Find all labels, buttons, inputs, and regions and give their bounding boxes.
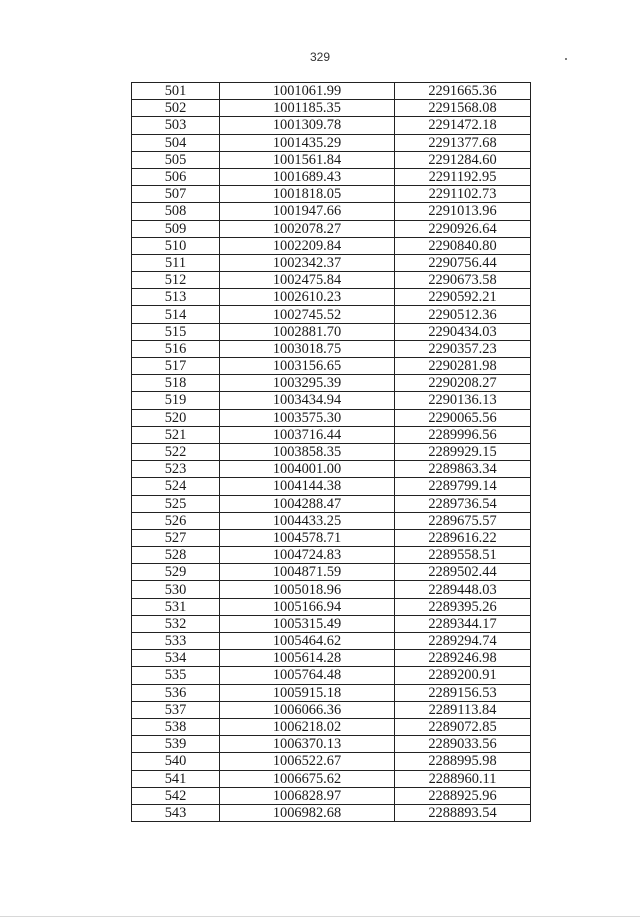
point-number-cell: 521 bbox=[132, 426, 220, 443]
table-row bbox=[132, 478, 531, 495]
x-coordinate-cell: 1001689.43 bbox=[220, 168, 395, 185]
y-coordinate-cell: 2290756.44 bbox=[395, 254, 531, 271]
point-number-cell: 527 bbox=[132, 529, 220, 546]
x-coordinate-cell: 1003716.44 bbox=[220, 426, 395, 443]
point-number-cell: 513 bbox=[132, 289, 220, 306]
table-row bbox=[132, 358, 531, 375]
x-coordinate-cell: 1004001.00 bbox=[220, 461, 395, 478]
y-coordinate-cell: 2291377.68 bbox=[395, 134, 531, 151]
x-coordinate-cell: 1003575.30 bbox=[220, 409, 395, 426]
y-coordinate-cell: 2289929.15 bbox=[395, 443, 531, 460]
table-row bbox=[132, 615, 531, 632]
page-bottom-edge bbox=[0, 916, 640, 917]
point-number-cell: 514 bbox=[132, 306, 220, 323]
y-coordinate-cell: 2289072.85 bbox=[395, 718, 531, 735]
table-row bbox=[132, 581, 531, 598]
table-row bbox=[132, 667, 531, 684]
y-coordinate-cell: 2289033.56 bbox=[395, 736, 531, 753]
point-number-cell: 525 bbox=[132, 495, 220, 512]
y-coordinate-cell: 2291472.18 bbox=[395, 117, 531, 134]
x-coordinate-cell: 1004724.83 bbox=[220, 547, 395, 564]
y-coordinate-cell: 2288893.54 bbox=[395, 804, 531, 821]
table-row bbox=[132, 736, 531, 753]
point-number-cell: 508 bbox=[132, 203, 220, 220]
table-row bbox=[132, 633, 531, 650]
x-coordinate-cell: 1006066.36 bbox=[220, 701, 395, 718]
table-row bbox=[132, 512, 531, 529]
y-coordinate-cell: 2290136.13 bbox=[395, 392, 531, 409]
y-coordinate-cell: 2288995.98 bbox=[395, 753, 531, 770]
table-row bbox=[132, 134, 531, 151]
point-number-cell: 536 bbox=[132, 684, 220, 701]
x-coordinate-cell: 1005614.28 bbox=[220, 650, 395, 667]
table-row bbox=[132, 237, 531, 254]
y-coordinate-cell: 2289558.51 bbox=[395, 547, 531, 564]
y-coordinate-cell: 2289863.34 bbox=[395, 461, 531, 478]
x-coordinate-cell: 1005018.96 bbox=[220, 581, 395, 598]
table-row bbox=[132, 529, 531, 546]
x-coordinate-cell: 1003434.94 bbox=[220, 392, 395, 409]
point-number-cell: 528 bbox=[132, 547, 220, 564]
x-coordinate-cell: 1003156.65 bbox=[220, 358, 395, 375]
point-number-cell: 538 bbox=[132, 718, 220, 735]
coordinate-table-body bbox=[132, 83, 531, 822]
table-row bbox=[132, 564, 531, 581]
point-number-cell: 519 bbox=[132, 392, 220, 409]
y-coordinate-cell: 2290926.64 bbox=[395, 220, 531, 237]
table-row bbox=[132, 753, 531, 770]
table-row bbox=[132, 684, 531, 701]
y-coordinate-cell: 2290592.21 bbox=[395, 289, 531, 306]
point-number-cell: 505 bbox=[132, 151, 220, 168]
y-coordinate-cell: 2289675.57 bbox=[395, 512, 531, 529]
x-coordinate-cell: 1006982.68 bbox=[220, 804, 395, 821]
table-row bbox=[132, 650, 531, 667]
y-coordinate-cell: 2291284.60 bbox=[395, 151, 531, 168]
x-coordinate-cell: 1001309.78 bbox=[220, 117, 395, 134]
point-number-cell: 502 bbox=[132, 100, 220, 117]
x-coordinate-cell: 1002745.52 bbox=[220, 306, 395, 323]
point-number-cell: 524 bbox=[132, 478, 220, 495]
y-coordinate-cell: 2290434.03 bbox=[395, 323, 531, 340]
x-coordinate-cell: 1004871.59 bbox=[220, 564, 395, 581]
point-number-cell: 504 bbox=[132, 134, 220, 151]
y-coordinate-cell: 2290281.98 bbox=[395, 358, 531, 375]
table-row bbox=[132, 461, 531, 478]
y-coordinate-cell: 2289156.53 bbox=[395, 684, 531, 701]
y-coordinate-cell: 2288925.96 bbox=[395, 787, 531, 804]
point-number-cell: 515 bbox=[132, 323, 220, 340]
table-row bbox=[132, 701, 531, 718]
x-coordinate-cell: 1001061.99 bbox=[220, 83, 395, 100]
table-row bbox=[132, 375, 531, 392]
point-number-cell: 520 bbox=[132, 409, 220, 426]
x-coordinate-cell: 1006218.02 bbox=[220, 718, 395, 735]
y-coordinate-cell: 2289344.17 bbox=[395, 615, 531, 632]
x-coordinate-cell: 1001818.05 bbox=[220, 186, 395, 203]
y-coordinate-cell: 2289395.26 bbox=[395, 598, 531, 615]
table-row bbox=[132, 443, 531, 460]
point-number-cell: 509 bbox=[132, 220, 220, 237]
y-coordinate-cell: 2289200.91 bbox=[395, 667, 531, 684]
point-number-cell: 503 bbox=[132, 117, 220, 134]
table-row bbox=[132, 718, 531, 735]
y-coordinate-cell: 2289294.74 bbox=[395, 633, 531, 650]
table-row bbox=[132, 804, 531, 821]
point-number-cell: 512 bbox=[132, 272, 220, 289]
table-row bbox=[132, 203, 531, 220]
x-coordinate-cell: 1003295.39 bbox=[220, 375, 395, 392]
x-coordinate-cell: 1005915.18 bbox=[220, 684, 395, 701]
x-coordinate-cell: 1005764.48 bbox=[220, 667, 395, 684]
y-coordinate-cell: 2291013.96 bbox=[395, 203, 531, 220]
y-coordinate-cell: 2290840.80 bbox=[395, 237, 531, 254]
y-coordinate-cell: 2289246.98 bbox=[395, 650, 531, 667]
y-coordinate-cell: 2290357.23 bbox=[395, 340, 531, 357]
x-coordinate-cell: 1006370.13 bbox=[220, 736, 395, 753]
x-coordinate-cell: 1005315.49 bbox=[220, 615, 395, 632]
point-number-cell: 518 bbox=[132, 375, 220, 392]
table-row bbox=[132, 323, 531, 340]
y-coordinate-cell: 2289799.14 bbox=[395, 478, 531, 495]
point-number-cell: 510 bbox=[132, 237, 220, 254]
x-coordinate-cell: 1005464.62 bbox=[220, 633, 395, 650]
point-number-cell: 529 bbox=[132, 564, 220, 581]
y-coordinate-cell: 2291102.73 bbox=[395, 186, 531, 203]
x-coordinate-cell: 1004433.25 bbox=[220, 512, 395, 529]
coordinate-table bbox=[131, 82, 531, 822]
y-coordinate-cell: 2289502.44 bbox=[395, 564, 531, 581]
point-number-cell: 517 bbox=[132, 358, 220, 375]
table-row bbox=[132, 547, 531, 564]
table-row bbox=[132, 495, 531, 512]
x-coordinate-cell: 1001947.66 bbox=[220, 203, 395, 220]
x-coordinate-cell: 1006828.97 bbox=[220, 787, 395, 804]
point-number-cell: 506 bbox=[132, 168, 220, 185]
table-row bbox=[132, 117, 531, 134]
table-row bbox=[132, 186, 531, 203]
page-number: 329 bbox=[309, 50, 331, 64]
table-row bbox=[132, 168, 531, 185]
table-row bbox=[132, 306, 531, 323]
table-row bbox=[132, 254, 531, 271]
y-coordinate-cell: 2288960.11 bbox=[395, 770, 531, 787]
x-coordinate-cell: 1003018.75 bbox=[220, 340, 395, 357]
point-number-cell: 531 bbox=[132, 598, 220, 615]
point-number-cell: 532 bbox=[132, 615, 220, 632]
table-row bbox=[132, 100, 531, 117]
table-row bbox=[132, 598, 531, 615]
y-coordinate-cell: 2291665.36 bbox=[395, 83, 531, 100]
y-coordinate-cell: 2290065.56 bbox=[395, 409, 531, 426]
table-row bbox=[132, 409, 531, 426]
x-coordinate-cell: 1002610.23 bbox=[220, 289, 395, 306]
point-number-cell: 501 bbox=[132, 83, 220, 100]
y-coordinate-cell: 2289113.84 bbox=[395, 701, 531, 718]
x-coordinate-cell: 1002342.37 bbox=[220, 254, 395, 271]
y-coordinate-cell: 2289736.54 bbox=[395, 495, 531, 512]
table-row bbox=[132, 340, 531, 357]
y-coordinate-cell: 2289448.03 bbox=[395, 581, 531, 598]
point-number-cell: 511 bbox=[132, 254, 220, 271]
y-coordinate-cell: 2291568.08 bbox=[395, 100, 531, 117]
y-coordinate-cell: 2290673.58 bbox=[395, 272, 531, 289]
x-coordinate-cell: 1003858.35 bbox=[220, 443, 395, 460]
point-number-cell: 535 bbox=[132, 667, 220, 684]
point-number-cell: 541 bbox=[132, 770, 220, 787]
y-coordinate-cell: 2290512.36 bbox=[395, 306, 531, 323]
table-row bbox=[132, 83, 531, 100]
point-number-cell: 522 bbox=[132, 443, 220, 460]
table-row bbox=[132, 787, 531, 804]
x-coordinate-cell: 1006522.67 bbox=[220, 753, 395, 770]
table-row bbox=[132, 151, 531, 168]
y-coordinate-cell: 2291192.95 bbox=[395, 168, 531, 185]
table-row bbox=[132, 272, 531, 289]
point-number-cell: 533 bbox=[132, 633, 220, 650]
table-row bbox=[132, 220, 531, 237]
table-row bbox=[132, 770, 531, 787]
point-number-cell: 540 bbox=[132, 753, 220, 770]
point-number-cell: 526 bbox=[132, 512, 220, 529]
point-number-cell: 530 bbox=[132, 581, 220, 598]
x-coordinate-cell: 1006675.62 bbox=[220, 770, 395, 787]
x-coordinate-cell: 1005166.94 bbox=[220, 598, 395, 615]
table-row bbox=[132, 392, 531, 409]
table-row bbox=[132, 289, 531, 306]
y-coordinate-cell: 2289996.56 bbox=[395, 426, 531, 443]
x-coordinate-cell: 1002475.84 bbox=[220, 272, 395, 289]
point-number-cell: 507 bbox=[132, 186, 220, 203]
point-number-cell: 539 bbox=[132, 736, 220, 753]
x-coordinate-cell: 1002209.84 bbox=[220, 237, 395, 254]
x-coordinate-cell: 1004578.71 bbox=[220, 529, 395, 546]
point-number-cell: 523 bbox=[132, 461, 220, 478]
x-coordinate-cell: 1002078.27 bbox=[220, 220, 395, 237]
table-row bbox=[132, 426, 531, 443]
x-coordinate-cell: 1001185.35 bbox=[220, 100, 395, 117]
point-number-cell: 542 bbox=[132, 787, 220, 804]
point-number-cell: 516 bbox=[132, 340, 220, 357]
y-coordinate-cell: 2290208.27 bbox=[395, 375, 531, 392]
point-number-cell: 543 bbox=[132, 804, 220, 821]
x-coordinate-cell: 1001561.84 bbox=[220, 151, 395, 168]
x-coordinate-cell: 1004288.47 bbox=[220, 495, 395, 512]
scan-speck bbox=[565, 58, 567, 60]
x-coordinate-cell: 1002881.70 bbox=[220, 323, 395, 340]
point-number-cell: 534 bbox=[132, 650, 220, 667]
x-coordinate-cell: 1001435.29 bbox=[220, 134, 395, 151]
y-coordinate-cell: 2289616.22 bbox=[395, 529, 531, 546]
x-coordinate-cell: 1004144.38 bbox=[220, 478, 395, 495]
point-number-cell: 537 bbox=[132, 701, 220, 718]
